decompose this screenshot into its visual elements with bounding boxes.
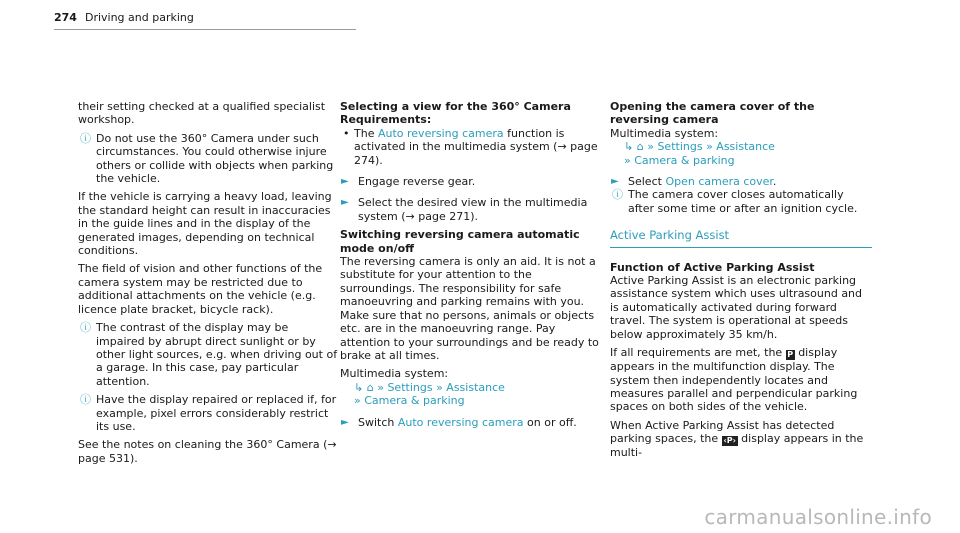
column-2: [340, 100, 602, 434]
note-3-text: Have the display repaired or replaced if, for example, pixel errors considerably restrict its use.: [96, 393, 337, 433]
header-rule: [54, 29, 356, 30]
requirement-item: • The Auto reversing camera function is activated in the multimedia system (→ page 274).: [343, 126, 598, 167]
info-icon: ⓘ: [80, 131, 91, 145]
paragraph-cleaning: See the notes on cleaning the 360° Camera (→ page 531).: [78, 438, 337, 465]
chapter-title: Driving and parking: [84, 11, 194, 24]
step-arrow-icon: ►: [341, 197, 349, 209]
bullet-icon: •: [343, 126, 350, 140]
step-engage-reverse: ► Engage reverse gear.: [341, 175, 476, 189]
multimedia-system-label: Multimedia system:: [340, 367, 449, 381]
requirements-label: Requirements:: [340, 113, 432, 127]
paragraph-aid: The reversing camera is only an aid. It is not a substitute for your attention to the surroundings. The responsibility for safe manoeuvring and parking remains with you. Make sure that no persons, animals or objects etc. are in the manoeuvring range. Pay attention to your surroundings and be ready to brake at all times.: [340, 255, 599, 362]
settings-link[interactable]: Settings: [657, 140, 703, 154]
page-number: 274: [54, 11, 77, 24]
paragraph-apa-intro: Active Parking Assist is an electronic parking assistance system which uses ultrasound and is automatically activated during forward travel. The system is operational at speeds below approximately 35 km/h.: [610, 274, 863, 341]
note-1-text: Do not use the 360° Camera under such circumstances. You could otherwise injure others or collide with objects when parking the vehicle.: [96, 131, 334, 186]
paragraph-requirements-met: If all requirements are met, the P display appears in the multifunction display. The system then independently locates and measures parallel and perpendicular parking spaces on both sides of the vehicle.: [610, 346, 858, 414]
heading-switching-auto-mode: Switching reversing camera automatic mode on/off: [340, 228, 580, 255]
parking-arrows-icon: ‹P›: [723, 436, 736, 446]
return-arrow-icon: ↳: [624, 140, 634, 154]
chevron-icon: »: [647, 140, 654, 154]
info-icon: ⓘ: [80, 321, 91, 335]
column-3: [610, 100, 872, 460]
multimedia-system-label: Multimedia system:: [610, 126, 719, 140]
section-title: Active Parking Assist: [610, 229, 872, 247]
step-arrow-icon: ►: [611, 176, 619, 188]
step-select-view: ► Select the desired view in the multimedia system (→ page 271).: [341, 196, 588, 223]
paragraph-detected: When Active Parking Assist has detected parking spaces, the ‹P› display appears in the multi-: [610, 418, 864, 460]
home-icon: ⌂: [366, 380, 374, 394]
camera-parking-link[interactable]: Camera & parking: [634, 153, 735, 167]
menu-path: [610, 140, 872, 153]
note-cover: ⓘ The camera cover closes automatically after some time or after an ignition cycle.: [612, 188, 858, 215]
note-2: [78, 321, 340, 388]
menu-path: [340, 381, 602, 394]
continued-text: their setting checked at a qualified specialist workshop.: [78, 100, 326, 127]
settings-link[interactable]: Settings: [387, 380, 433, 394]
chevron-icon: »: [706, 140, 713, 154]
paragraph-heavy-load: If the vehicle is carrying a heavy load, leaving the standard height can result in inaccuracies in the guide lines and in the display of the generated images, depending on technical conditions.: [78, 190, 332, 258]
step-arrow-icon: ►: [341, 416, 349, 428]
chevron-icon: »: [624, 153, 631, 167]
step-switch-auto: ► Switch Auto reversing camera on or off.: [341, 415, 577, 429]
return-arrow-icon: ↳: [354, 380, 364, 394]
assistance-link[interactable]: Assistance: [716, 140, 775, 154]
note-3: [78, 393, 340, 433]
auto-reversing-camera-link-2[interactable]: Auto reversing camera: [397, 415, 524, 429]
note-1: [78, 132, 340, 186]
chevron-icon: »: [354, 394, 361, 408]
step-open-cover: ► Select Open camera cover.: [611, 175, 777, 189]
menu-path-line-2: [340, 394, 602, 407]
step-arrow-icon: ►: [341, 176, 349, 188]
auto-reversing-camera-link[interactable]: Auto reversing camera: [377, 126, 504, 140]
home-icon: ⌂: [636, 140, 644, 154]
page-header: [54, 11, 194, 27]
heading-opening-cover: Opening the camera cover of the reversing camera: [610, 100, 815, 127]
chevron-icon: »: [377, 380, 384, 394]
heading-function-apa: Function of Active Parking Assist: [610, 260, 815, 274]
camera-parking-link[interactable]: Camera & parking: [364, 394, 465, 408]
column-1: [78, 100, 340, 470]
info-icon: ⓘ: [612, 188, 623, 202]
assistance-link[interactable]: Assistance: [446, 380, 505, 394]
paragraph-field-of-vision: The field of vision and other functions of the camera system may be restricted due to additional attachments on the vehicle (e.g. licence plate bracket, bicycle rack).: [78, 262, 323, 316]
info-icon: ⓘ: [80, 393, 91, 407]
menu-path-line-2: [610, 154, 872, 167]
heading-select-view: Selecting a view for the 360° Camera: [340, 100, 571, 113]
open-camera-cover-link[interactable]: Open camera cover: [665, 175, 773, 189]
chevron-icon: »: [436, 380, 443, 394]
watermark: carmanualsonline.info: [704, 505, 932, 529]
note-2-text: The contrast of the display may be impaired by abrupt direct sunlight or by other light sources, e.g. when driving out of a garage. In this case, pay particular attention.: [96, 321, 338, 388]
parking-p-icon: P: [787, 350, 794, 360]
